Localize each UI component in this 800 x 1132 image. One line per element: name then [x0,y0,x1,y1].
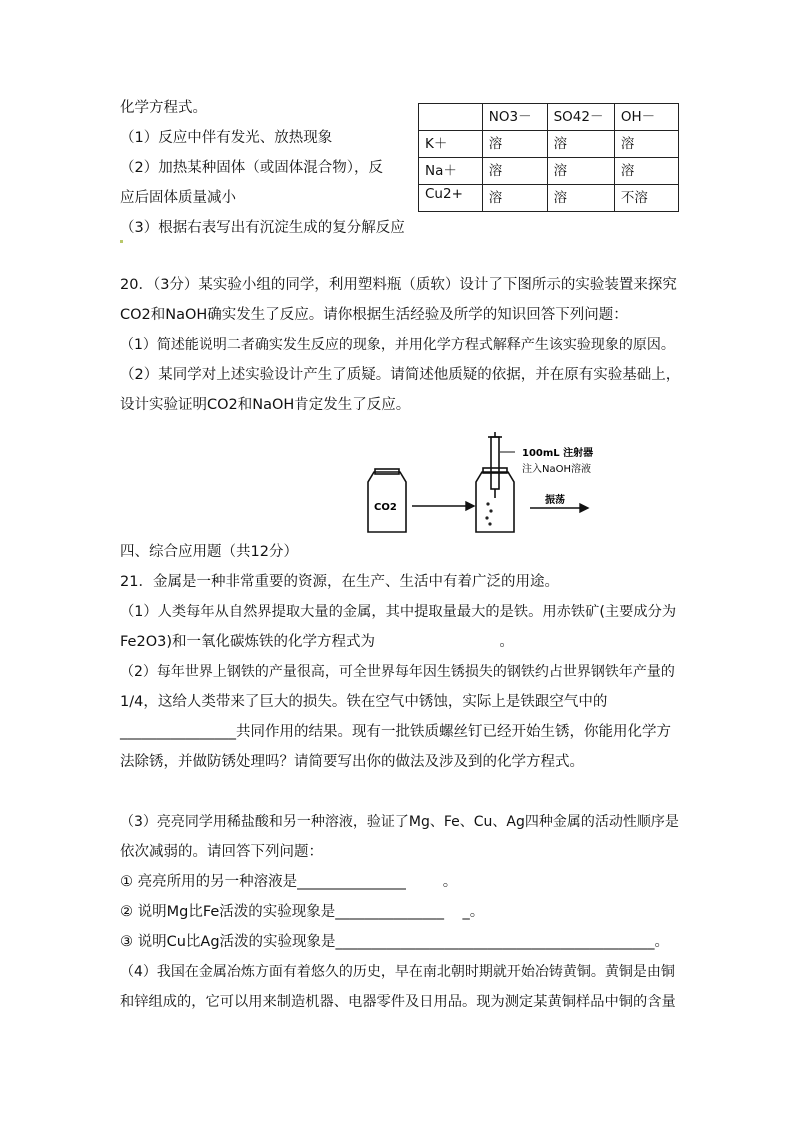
co2-bottle [368,469,406,532]
text-line: 化学方程式。 [120,100,207,116]
text-line: Fe2O3)和一氧化碳炼铁的化学方程式为 。 [120,634,514,650]
text-line: ③ 说明Cu比Ag活泼的实验现象是____________________________________________。 [120,934,670,950]
table-cell: SO42－ [547,104,614,131]
section-heading: 四、综合应用题（共12分） [120,544,298,560]
experiment-figure [360,432,690,537]
text-line: ② 说明Mg比Fe活泼的实验现象是_______________ _。 [120,904,485,920]
text-line: （1）简述能说明二者确实发生反应的现象，并用化学方程式解释产生该实验现象的原因。 [120,337,675,353]
table-cell: 溶 [614,158,678,185]
syringe-label: 100mL 注射器 [522,448,594,459]
shake-label: 振荡 [545,495,565,506]
text-line: ________________共同作用的结果。现有一批铁质螺丝钉已经开始生锈，你能用化学方 [120,724,671,740]
table-cell: 溶 [614,131,678,158]
text-line: CO2和NaOH确实发生了反应。请你根据生活经验及所学的知识回答下列问题： [120,307,628,323]
text-line: （4）我国在金属冶炼方面有着悠久的历史，早在南北朝时期就开始冶铸黄铜。黄铜是由铜 [120,964,675,980]
table-cell: K＋ [419,131,483,158]
question-20-line: 20．（3分）某实验小组的同学，利用塑料瓶（质软）设计了下图所示的实验装置来探究 [120,277,677,293]
text-line: 应后固体质量减小 [120,190,236,206]
table-cell: OH－ [614,104,678,131]
text-line: （1）反应中伴有发光、放热现象 [120,130,333,146]
text-line: 依次减弱的。请回答下列问题： [120,844,323,860]
table-cell: NO3－ [482,104,547,131]
scan-speck [120,240,123,243]
table-cell [419,104,483,131]
table-row [419,131,679,158]
table-cell: Na＋ [419,158,483,185]
text-line: ① 亮亮所用的另一种溶液是_______________ 。 [120,874,458,890]
arrow-icon [412,502,474,510]
table-cell: 溶 [482,158,547,185]
table-cell: Cu2+ [419,185,483,212]
text-line: （2）加热某种固体（或固体混合物），反 [120,160,383,176]
table-row [419,185,679,212]
text-line: （2）每年世界上钢铁的产量很高，可全世界每年因生锈损失的钢铁约占世界钢铁年产量的 [120,664,675,680]
bottle-label: CO2 [374,502,397,513]
text-line: （1）人类每年从自然界提取大量的金属，其中提取量最大的是铁。用赤铁矿(主要成分为 [120,604,677,620]
text-line: （2）某同学对上述实验设计产生了质疑。请简述他质疑的依据，并在原有实验基础上， [120,367,681,383]
question-21-line: 21．金属是一种非常重要的资源，在生产、生活中有着广泛的用途。 [120,574,559,590]
text-line: 设计实验证明CO2和NaOH肯定发生了反应。 [120,397,411,413]
inject-label: 注入NaOH溶液 [522,464,591,475]
bubble-marks [485,502,492,525]
text-line: （3）亮亮同学用稀盐酸和另一种溶液，验证了Mg、Fe、Cu、Ag四种金属的活动性顺序是 [120,814,679,830]
table-cell: 溶 [547,131,614,158]
table-cell: 不溶 [614,185,678,212]
table-header-row [419,104,679,131]
solubility-table [418,103,679,212]
syringe-bottle [476,432,514,532]
table-cell: 溶 [547,158,614,185]
table-row [419,158,679,185]
table-cell: 溶 [547,185,614,212]
text-line: 1/4，这给人类带来了巨大的损失。铁在空气中锈蚀，实际上是铁跟空气中的 [120,694,608,710]
text-line: （3）根据右表写出有沉淀生成的复分解反应 [120,220,405,236]
table-cell: 溶 [482,131,547,158]
text-line: 和锌组成的，它可以用来制造机器、电器零件及日用品。现为测定某黄铜样品中铜的含量 [120,994,676,1010]
text-line: 法除锈，并做防锈处理吗？请简要写出你的做法及涉及到的化学方程式。 [120,754,584,770]
table-cell: 溶 [482,185,547,212]
